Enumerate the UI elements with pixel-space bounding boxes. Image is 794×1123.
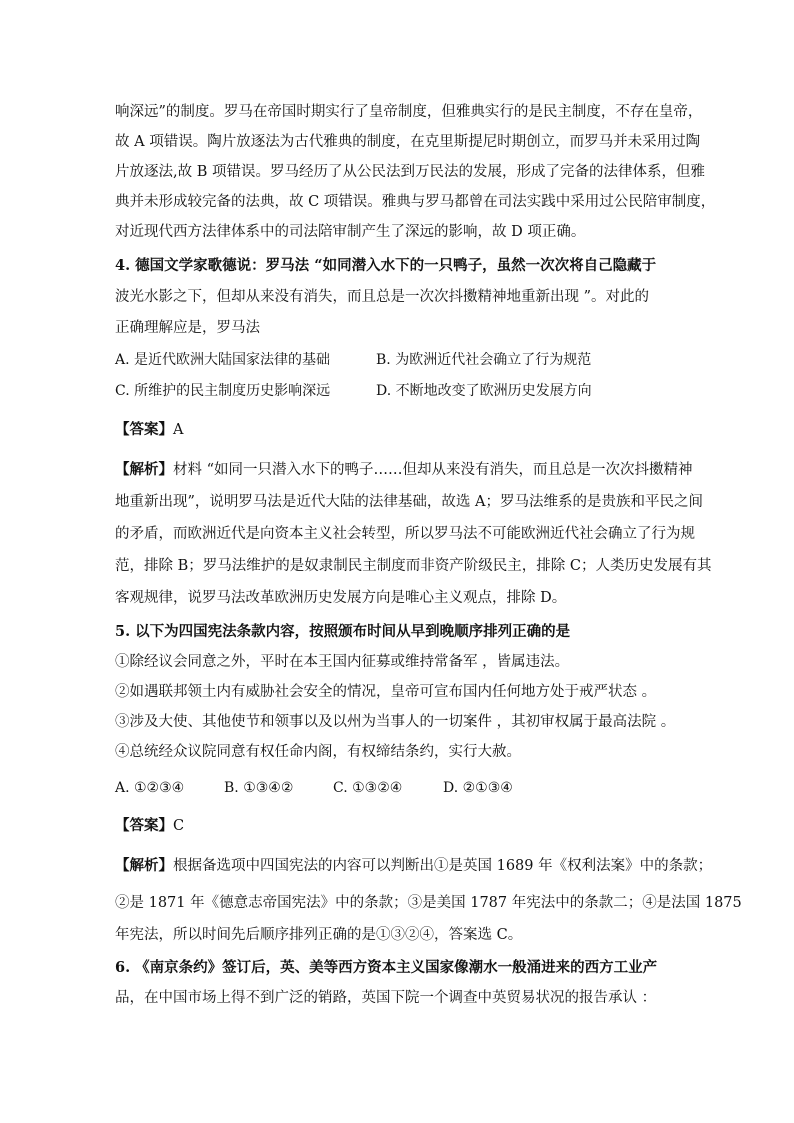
- q5-option-d: D. ②①③④: [443, 780, 513, 796]
- explanation-text: 根据备选项中四国宪法的内容可以判断出①是英国 1689 年《权利法案》中的条款；: [173, 858, 713, 874]
- q5-explanation-line-2: ②是 1871 年《德意志帝国宪法》中的条款；③是美国 1787 年宪法中的条款二；④是法国 1875: [115, 895, 742, 911]
- q5-explanation-line-3: 年宪法，所以时间先后顺序排列正确的是①③②④，答案选 C。: [115, 927, 523, 943]
- q5-answer: [115, 816, 184, 836]
- q3-explanation-line-5: 对近现代西方法律体系中的司法陪审制产生了深远的影响，故 D 项正确。: [115, 224, 586, 240]
- q4-explanation-line-4: 范，排除 B；罗马法维护的是奴隶制民主制度而非资产阶级民主，排除 C；人类历史发展有其: [115, 558, 712, 574]
- q4-explanation-line-2: 地重新出现”，说明罗马法是近代大陆的法律基础，故选 A；罗马法维系的是贵族和平民之间: [115, 494, 703, 510]
- q6-stem-line-2: 品，在中国市场上得不到广泛的销路，英国下院一个调查中英贸易状况的报告承认 ：: [115, 990, 657, 1006]
- q5-item-1: ①除经议会同意之外，平时在本王国内征募或维持常备军 ，皆属违法。: [115, 654, 570, 670]
- q4-stem-line-1: 4. 德国文学家歌德说：罗马法 “如同潜入水下的一只鸭子，虽然一次次将自己隐藏于: [115, 257, 657, 274]
- q4-explanation-line-1: [115, 460, 693, 480]
- q4-option-a: A. 是近代欧洲大陆国家法律的基础: [115, 352, 331, 368]
- answer-value: A: [173, 422, 184, 438]
- q5-explanation-line-1: [115, 856, 712, 876]
- q4-option-b: B. 为欧洲近代社会确立了行为规范: [376, 352, 592, 368]
- q5-item-2: ②如遇联邦领土内有威胁社会安全的情况，皇帝可宣布国内任何地方处于戒严状态 。: [115, 684, 657, 700]
- q5-item-3: ③涉及大使、其他使节和领事以及以州为当事人的一切案件 ，其初审权属于最高法院 。: [115, 714, 676, 730]
- explanation-label: 【解析】: [115, 857, 173, 874]
- q4-explanation-line-5: 客观规律，说罗马法改革欧洲历史发展方向是唯心主义观点，排除 D。: [115, 590, 567, 606]
- q5-item-4: ④总统经众议院同意有权任命内阁，有权缔结条约，实行大赦。: [115, 744, 521, 760]
- q5-stem: 5. 以下为四国宪法条款内容，按照颁布时间从早到晚顺序排列正确的是: [115, 623, 571, 640]
- q4-option-d: D. 不断地改变了欧洲历史发展方向: [376, 383, 592, 399]
- answer-label: 【答案】: [115, 421, 173, 438]
- q3-explanation-line-2: 故 A 项错误。陶片放逐法为古代雅典的制度，在克里斯提尼时期创立，而罗马并未采用过陶: [115, 134, 701, 150]
- explanation-label: 【解析】: [115, 461, 173, 478]
- q5-option-c: C. ①③②④: [333, 780, 403, 796]
- answer-label: 【答案】: [115, 817, 173, 834]
- q3-explanation-line-1: 响深远”的制度。罗马在帝国时期实行了皇帝制度，但雅典实行的是民主制度，不存在皇帝，: [115, 104, 703, 120]
- answer-value: C: [173, 818, 185, 834]
- q4-explanation-line-3: 的矛盾，而欧洲近代是向资本主义社会转型，所以罗马法不可能欧洲近代社会确立了行为规: [115, 526, 695, 542]
- q5-option-a: A. ①②③④: [115, 780, 185, 796]
- explanation-text: 材料 “如同一只潜入水下的鸭子……但却从来没有消失，而且总是一次次抖擞精神: [173, 462, 693, 478]
- q4-answer: [115, 420, 183, 440]
- q3-explanation-line-3: 片放逐法,故 B 项错误。罗马经历了从公民法到万民法的发展，形成了完备的法律体系，但雅: [115, 164, 705, 180]
- q3-explanation-line-4: 典并未形成较完备的法典，故 C 项错误。雅典与罗马都曾在司法实践中采用过公民陪审制度，: [115, 194, 716, 210]
- q6-stem-line-1: 6. 《南京条约》签订后，英、美等西方资本主义国家像潮水一般涌进来的西方工业产: [115, 959, 658, 976]
- q4-stem-line-3: 正确理解应是，罗马法: [115, 320, 260, 336]
- q4-stem-line-2: 波光水影之下，但却从来没有消失，而且总是一次次抖擞精神地重新出现 ”。对此的: [115, 289, 650, 305]
- q4-option-c: C. 所维护的民主制度历史影响深远: [115, 383, 331, 399]
- q5-option-b: B. ①③④②: [224, 780, 294, 796]
